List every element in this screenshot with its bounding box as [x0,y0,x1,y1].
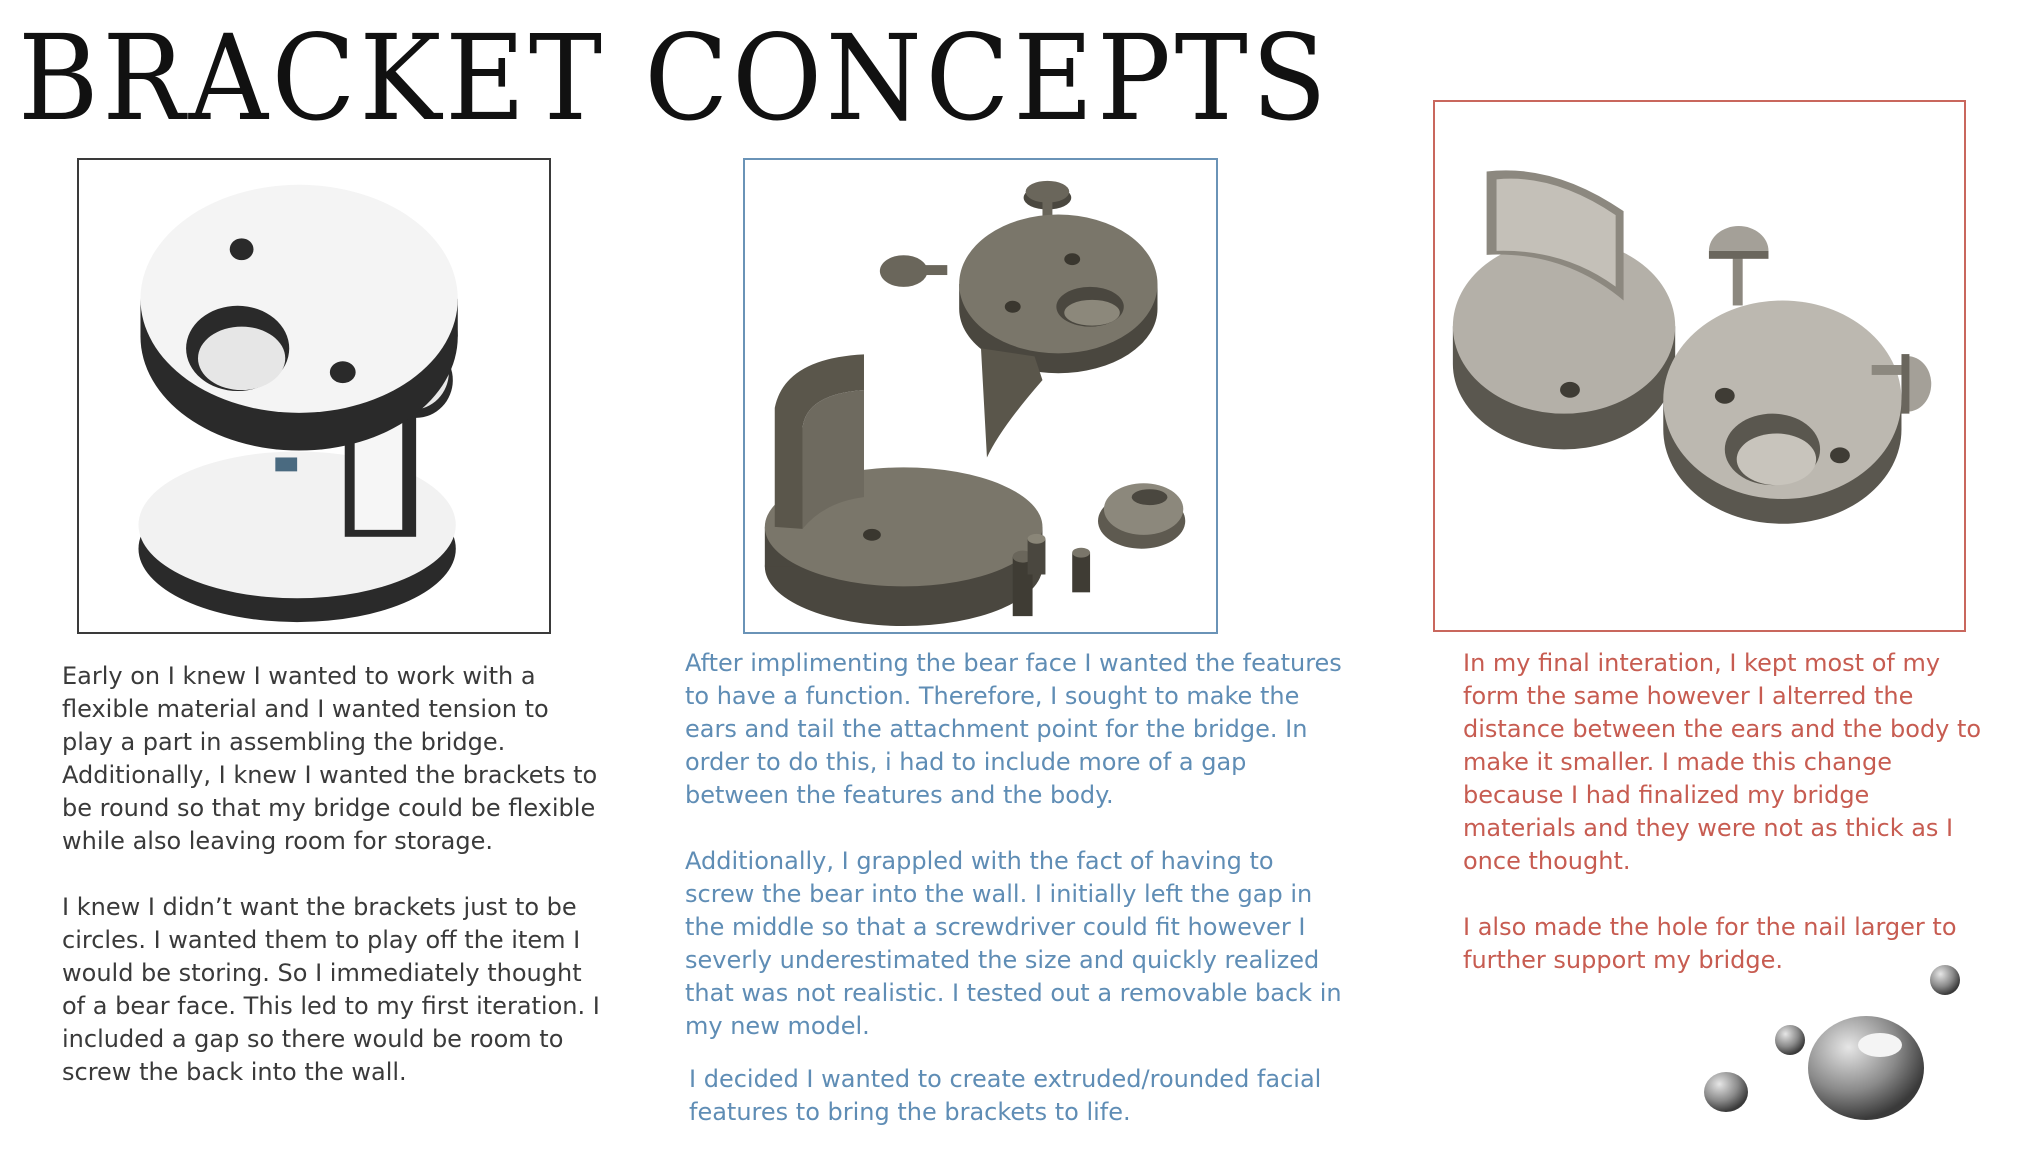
nose-cap-piece [1808,1016,1924,1120]
grey-bear-bracket-render [745,160,1216,632]
pin-head-piece [1704,1072,1748,1112]
concept-3-description [1463,647,1983,977]
concept-1-image-frame [77,158,551,634]
concept-2-description [685,647,1345,1129]
hardware-pieces-render [1690,950,1970,1130]
concept-2-image-frame [743,158,1218,634]
concept-2-paragraph-1: After implimenting the bear face I wanted the features to have a function. Therefore, I sought to make the ears and tail the attachment point for the bridge. In order to do this, i had to include more of a gap between the features and the body. [685,649,1342,809]
concept-3-paragraph-2: I also made the hole for the nail larger to further support my bridge. [1463,913,1957,974]
final-bear-bracket-render [1435,102,1964,630]
concept-3-image-frame [1433,100,1966,632]
pin-head-piece [1775,1025,1805,1055]
pin-head-piece [1930,965,1960,995]
concept-1-description [62,660,602,1089]
concept-2-paragraph-3: I decided I wanted to create extruded/rounded facial features to bring the brackets to life. [689,1065,1322,1126]
concept-2-paragraph-2: Additionally, I grappled with the fact of having to screw the bear into the wall. I initially left the gap in the middle so that a screwdriver could fit however I severly underestimated the size and quickly realized that was not realistic. I tested out a removable back in my new model. [685,847,1342,1040]
concept-3-paragraph-1: In my final interation, I kept most of my form the same however I alterred the distance between the ears and the body to make it smaller. I made this change because I had finalized my bridge materials and they were not as thick as I once thought. [1463,649,1982,875]
concept-1-paragraph-2: I knew I didn’t want the brackets just to be circles. I wanted them to play off the item I would be storing. So I immediately thought of a bear face. This led to my first iteration. I included a gap so there would be room to screw the back into the wall. [62,893,600,1086]
concept-1-paragraph-1: Early on I knew I wanted to work with a flexible material and I wanted tension to play a part in assembling the bridge. Additionally, I knew I wanted the brackets to be round so that my bridge could be flexible while also leaving room for storage. [62,662,598,855]
page-title: BRACKET CONCEPTS [18,9,1331,147]
white-bear-bracket-render [79,160,549,632]
